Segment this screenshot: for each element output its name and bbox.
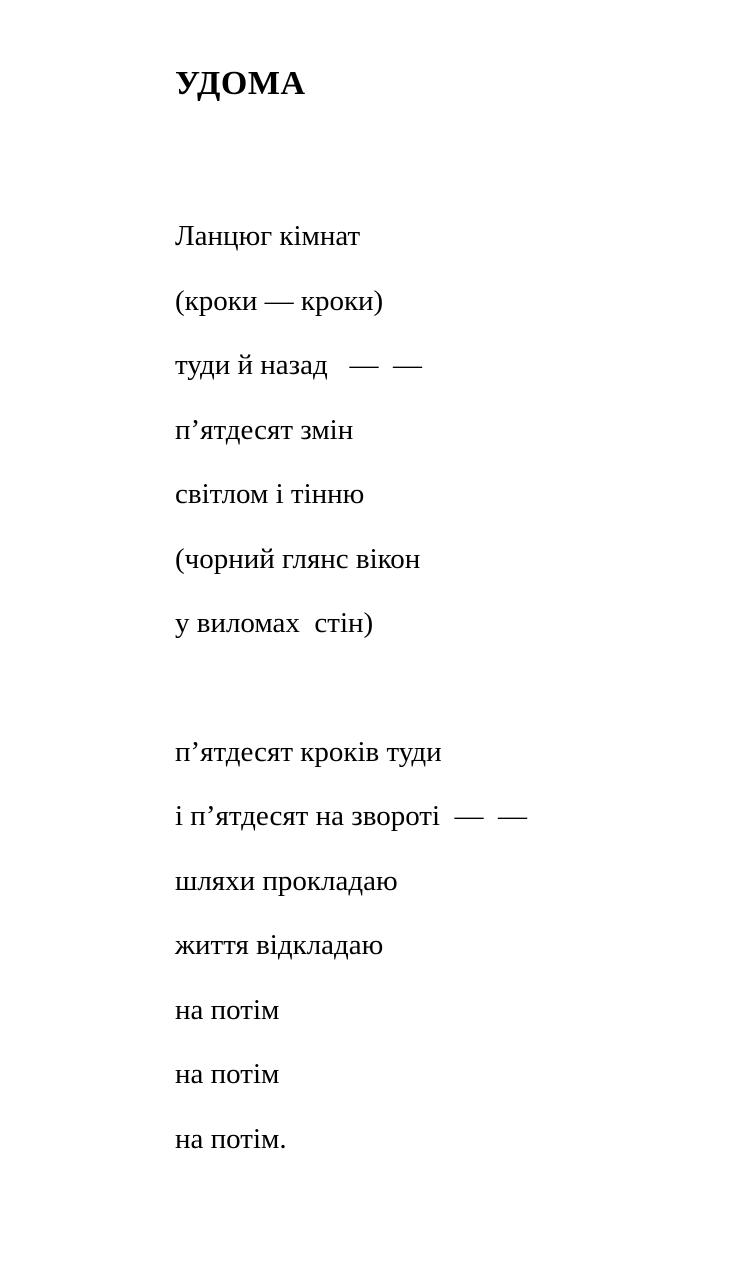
poem-line: на потім xyxy=(175,993,280,1026)
poem-line: Ланцюг кімнат xyxy=(175,220,361,252)
poem-line: туди й назад — — xyxy=(175,349,422,381)
poem-line: (чорний глянс вікон xyxy=(175,542,421,575)
poem-title: УДОМА xyxy=(175,65,306,102)
poem-line: і п’ятдесят на звороті — — xyxy=(175,800,528,832)
poem-line: п’ятдесят кроків туди xyxy=(175,735,442,768)
poem-line: (кроки — кроки) xyxy=(175,284,384,317)
poem-line: на потім xyxy=(175,1058,280,1090)
poem-line: п’ятдесят змін xyxy=(175,413,354,446)
poem-line: життя відкладаю xyxy=(175,929,384,961)
poem-line: шляхи прокладаю xyxy=(175,864,398,897)
poem-stanza-1 xyxy=(175,204,692,656)
poem-line: у виломах стін) xyxy=(175,607,374,639)
poem-line: світлом і тінню xyxy=(175,478,365,510)
poem-stanza-2 xyxy=(175,720,692,1172)
poem-line: на потім. xyxy=(175,1122,287,1155)
